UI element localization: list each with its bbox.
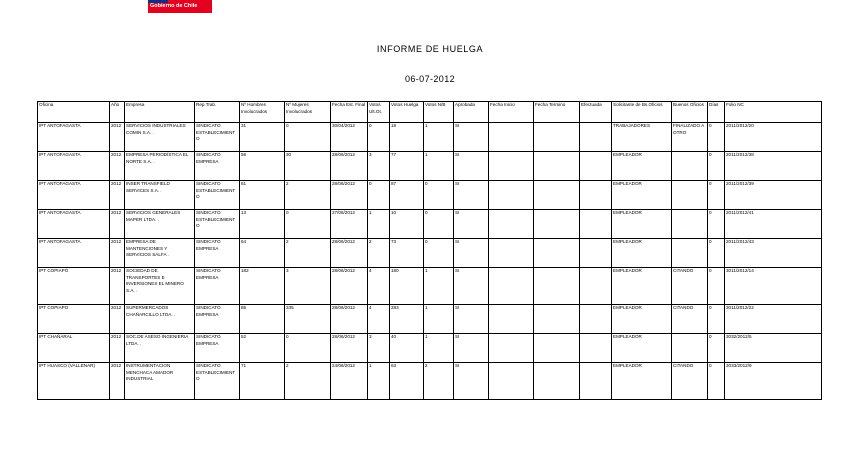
table-cell: 0 [285, 123, 331, 152]
table-cell: IPT COPIAPO [38, 305, 110, 334]
table-cell: 28/06/2012 [331, 334, 368, 363]
table-cell: 0 [708, 123, 725, 152]
column-header: Votos Huelga [390, 102, 424, 123]
table-cell: 0 [708, 152, 725, 181]
table-cell: 10 [390, 210, 424, 239]
table-cell: 2011/2012/38 [725, 152, 822, 181]
table-cell: CITANDO [672, 363, 708, 400]
table-cell: 1 [424, 268, 454, 305]
table-cell: IPT HUASCO (VALLENAR) [38, 363, 110, 400]
table-cell [489, 305, 534, 334]
report-date: 06-07-2012 [404, 74, 456, 84]
table-cell: 335 [285, 305, 331, 334]
table-cell [534, 268, 580, 305]
table-cell: 87 [390, 181, 424, 210]
column-header: Oficina [38, 102, 110, 123]
table-cell: EMPLEADOR [612, 152, 672, 181]
table-cell: 0 [708, 334, 725, 363]
table-cell: EMPLEADOR [612, 363, 672, 400]
table-cell [580, 363, 612, 400]
table-cell: 64 [240, 239, 285, 268]
table-cell [489, 152, 534, 181]
column-header: Fecha Termino [534, 102, 580, 123]
table-header [38, 102, 822, 123]
table-cell [534, 239, 580, 268]
table-cell [534, 123, 580, 152]
table-cell: 283 [390, 305, 424, 334]
table-cell: 3 [368, 152, 390, 181]
table-body [38, 123, 822, 400]
table-cell: 0 [285, 210, 331, 239]
column-header: Empresa [125, 102, 195, 123]
table-row [38, 181, 822, 210]
table-cell [489, 123, 534, 152]
table-cell: 3 [368, 334, 390, 363]
table-cell [580, 181, 612, 210]
table-cell: SINDICATO EMPRESA [195, 334, 240, 363]
table-cell: 18 [390, 123, 424, 152]
table-cell [580, 334, 612, 363]
table-cell: 2 [285, 363, 331, 400]
table-cell: IPT ANTOFAGASTA [38, 181, 110, 210]
column-header: Nº Mujeres Involucrados [285, 102, 331, 123]
table-cell: SUPERMERCADOS CHAÑARCILLO LTDA. . [125, 305, 195, 334]
table-cell: 2 [368, 239, 390, 268]
table-cell: 2012 [110, 210, 125, 239]
table-cell: EMPLEADOR [612, 210, 672, 239]
table-cell: 27/06/2012 [331, 210, 368, 239]
table-cell: 0 [708, 305, 725, 334]
column-header: Días [708, 102, 725, 123]
table-cell: SINDICATO ESTABLECIMIENTO [195, 210, 240, 239]
table-cell [534, 334, 580, 363]
table-cell: 3011/2012/14 [725, 268, 822, 305]
table-cell: SERVICIOS INDUSTRIALES COMIN S.A. . [125, 123, 195, 152]
table-cell: 3 [285, 268, 331, 305]
table-cell [489, 181, 534, 210]
table-row [38, 152, 822, 181]
table-cell: 2 [285, 239, 331, 268]
table-cell: EMPLEADOR [612, 181, 672, 210]
table-cell: SOCIEDAD DE TRANSPORTES E INVERSIONES EL MINERO S.A. . [125, 268, 195, 305]
column-header: Efectuada [580, 102, 612, 123]
table-cell: EMPLEADOR [612, 268, 672, 305]
table-cell: SI [454, 181, 489, 210]
table-cell: 30 [285, 152, 331, 181]
table-cell: 77 [390, 152, 424, 181]
table-cell: SINDICATO ESTABLECIMIENTO [195, 363, 240, 400]
table-cell [534, 181, 580, 210]
report-title: INFORME DE HUELGA [376, 44, 484, 54]
table-cell: 180 [390, 268, 424, 305]
table-cell: 73 [390, 239, 424, 268]
table-cell [534, 363, 580, 400]
column-header: Buenos Oficios [672, 102, 708, 123]
table-cell [672, 152, 708, 181]
table-row [38, 123, 822, 152]
table-cell: 0 [708, 181, 725, 210]
table-cell [489, 334, 534, 363]
table-cell: 3032/2012/5 [725, 334, 822, 363]
table-cell: 81 [240, 181, 285, 210]
table-cell: 2011/2012/43 [725, 239, 822, 268]
table-cell: 0 [708, 363, 725, 400]
table-cell: 63 [390, 363, 424, 400]
table-cell: EMPLEADOR [612, 239, 672, 268]
table-cell: IPT COPIAPO [38, 268, 110, 305]
table-cell: 2012 [110, 334, 125, 363]
column-header: Folio NC [725, 102, 822, 123]
column-header: Año [110, 102, 125, 123]
table-cell: 85 [240, 305, 285, 334]
table-cell: 2012 [110, 363, 125, 400]
table-row [38, 210, 822, 239]
table-cell: SINDICATO EMPRESA [195, 152, 240, 181]
table-cell: 0 [424, 181, 454, 210]
table-cell: 2012 [110, 305, 125, 334]
table-cell: FINALIZADO A OTRO [672, 123, 708, 152]
table-cell: 4 [368, 268, 390, 305]
table-cell: 0 [424, 239, 454, 268]
table-cell: IPT ANTOFAGASTA [38, 210, 110, 239]
logo-text: Gobierno de Chile [150, 3, 198, 9]
table-cell: IPT ANTOFAGASTA [38, 239, 110, 268]
table-cell: SI [454, 305, 489, 334]
table-cell: 31 [240, 123, 285, 152]
table-cell: 0 [285, 334, 331, 363]
table-cell: 0 [424, 210, 454, 239]
table-cell: 2012 [110, 152, 125, 181]
table-cell: 28/06/2012 [331, 268, 368, 305]
table-cell: IPT ANTOFAGASTA [38, 123, 110, 152]
table-cell: 13 [240, 210, 285, 239]
table-row [38, 268, 822, 305]
table-cell: 71 [240, 363, 285, 400]
table-cell: INSER TRANSFIELD SERVICES S.A. . [125, 181, 195, 210]
table-cell: 2012 [110, 123, 125, 152]
table-cell: EMPLEADOR [612, 305, 672, 334]
table-cell [580, 152, 612, 181]
table-cell: 2012 [110, 181, 125, 210]
table-row [38, 334, 822, 363]
table-cell: 1 [424, 123, 454, 152]
table-cell: 0 [708, 268, 725, 305]
table-cell: 28/06/2012 [331, 152, 368, 181]
government-logo [148, 0, 212, 13]
table-cell [580, 210, 612, 239]
table-cell [489, 239, 534, 268]
table-cell [580, 123, 612, 152]
table-cell: 2012 [110, 239, 125, 268]
table-cell [489, 363, 534, 400]
table-cell [672, 210, 708, 239]
table-cell: SI [454, 123, 489, 152]
table-cell: 30/04/2012 [331, 123, 368, 152]
column-header: Fecha Est. Final [331, 102, 368, 123]
table-cell: EMPRESA PERIODÍSTICA EL NORTE S.A. . [125, 152, 195, 181]
table-cell: 0 [368, 181, 390, 210]
table-cell: 1 [368, 210, 390, 239]
table-cell: SI [454, 363, 489, 400]
table-cell: SERVICIOS GENERALES MAPER LTDA. . [125, 210, 195, 239]
table-cell: 28/06/2012 [331, 181, 368, 210]
table-cell: 3033/2012/9 [725, 363, 822, 400]
table-cell: 2 [424, 363, 454, 400]
table-header-row [38, 102, 822, 123]
table-cell: 2011/2012/41 [725, 210, 822, 239]
column-header: Votos N/B [424, 102, 454, 123]
table-cell: SOC.DE ASESO INGENIERIA LTDA. . [125, 334, 195, 363]
column-header: Aprobada [454, 102, 489, 123]
strike-report-table [37, 101, 822, 400]
table-cell [672, 181, 708, 210]
table-cell: 0 [708, 239, 725, 268]
table-cell: 2012 [110, 268, 125, 305]
table-cell: 1 [424, 334, 454, 363]
table-cell [672, 334, 708, 363]
table-cell: TRABAJADORES [612, 123, 672, 152]
table-cell [580, 239, 612, 268]
table-cell: 2 [285, 181, 331, 210]
table-cell [534, 152, 580, 181]
table-cell: SINDICATO ESTABLECIMIENTO [195, 123, 240, 152]
table-cell [672, 239, 708, 268]
table-cell [489, 210, 534, 239]
table-cell: 1 [368, 363, 390, 400]
table-cell: 0 [708, 210, 725, 239]
table-cell: SINDICATO EMPRESA [195, 268, 240, 305]
table-cell: EMPLEADOR [612, 334, 672, 363]
table-cell: SI [454, 334, 489, 363]
column-header: Fecha Inicio [489, 102, 534, 123]
column-header: Solicitante de Bs.Oficios [612, 102, 672, 123]
table-cell: 2011/2012/20 [725, 123, 822, 152]
table-cell: SINDICATO EMPRESA [195, 305, 240, 334]
table-cell: CITANDO [672, 305, 708, 334]
table-cell [489, 268, 534, 305]
table-cell: IPT ANTOFAGASTA [38, 152, 110, 181]
table-cell: 24/06/2012 [331, 363, 368, 400]
table-row [38, 239, 822, 268]
table-cell: 0 [368, 123, 390, 152]
table-cell: IPT CHAÑARAL [38, 334, 110, 363]
table-cell: SI [454, 239, 489, 268]
table-cell: 3011/2012/22 [725, 305, 822, 334]
table-cell: EMPRESA DE MANTENCIONES Y SERVICIOS SALFA . [125, 239, 195, 268]
column-header: Votos Ult.Ot. [368, 102, 390, 123]
column-header: Nº Hombres Involucrados [240, 102, 285, 123]
table-cell: CITANDO [672, 268, 708, 305]
table-cell: 182 [240, 268, 285, 305]
table-cell: 58 [240, 152, 285, 181]
table-cell [534, 210, 580, 239]
table-cell: INSTRUMENTACION MENCHACA AMADOR INDUSTRIAL [125, 363, 195, 400]
table-cell: SI [454, 152, 489, 181]
table-cell: 52 [240, 334, 285, 363]
table-cell: 28/06/2012 [331, 305, 368, 334]
table-cell: SI [454, 268, 489, 305]
table-cell [580, 268, 612, 305]
table-cell: SINDICATO ESTABLECIMIENTO [195, 181, 240, 210]
table-cell: 1 [424, 305, 454, 334]
table-cell: 40 [390, 334, 424, 363]
table-row [38, 305, 822, 334]
table-cell: 1 [424, 152, 454, 181]
table-row [38, 363, 822, 400]
table-cell: SINDICATO EMPRESA [195, 239, 240, 268]
table-cell [580, 305, 612, 334]
table-cell [534, 305, 580, 334]
table-cell: SI [454, 210, 489, 239]
table-cell: 28/06/2012 [331, 239, 368, 268]
column-header: Rep.Trab. [195, 102, 240, 123]
table-cell: 2011/2012/39 [725, 181, 822, 210]
table-cell: 4 [368, 305, 390, 334]
